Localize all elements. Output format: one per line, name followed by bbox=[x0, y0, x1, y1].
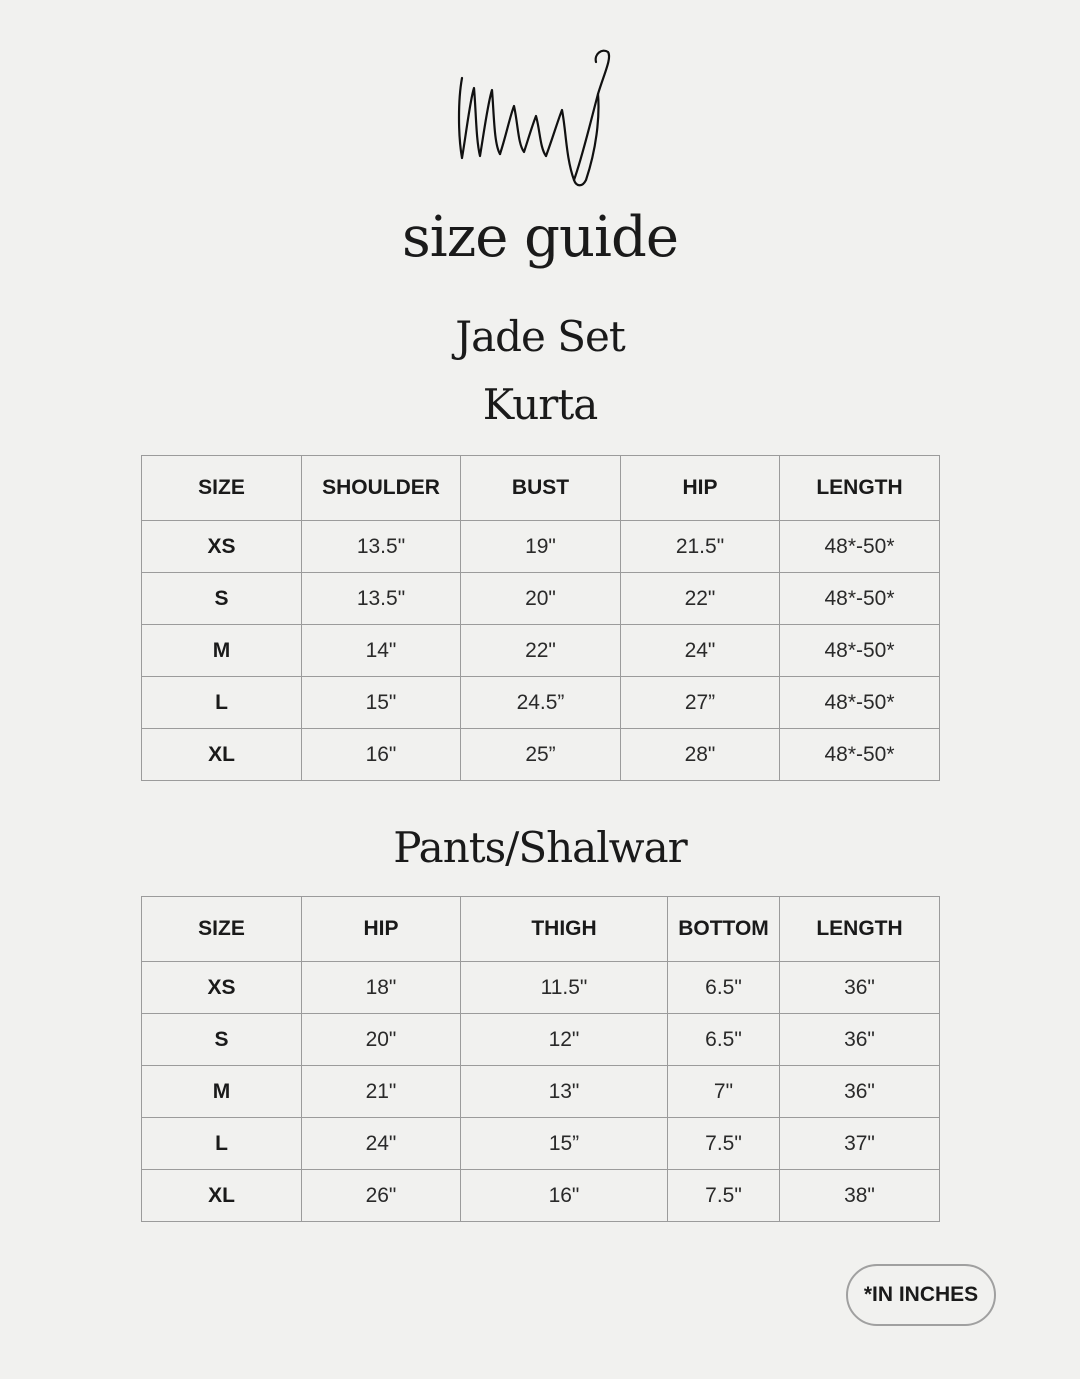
signature-logo-icon bbox=[440, 40, 640, 190]
column-header-thigh: THIGH bbox=[461, 897, 668, 962]
size-cell: M bbox=[142, 1066, 302, 1118]
table-cell: 13.5" bbox=[302, 573, 461, 625]
size-cell: XL bbox=[142, 729, 302, 781]
table-cell: 6.5" bbox=[668, 962, 780, 1014]
table-cell: 22" bbox=[621, 573, 780, 625]
set-title: Jade Set bbox=[455, 312, 625, 361]
table-cell: 15" bbox=[302, 677, 461, 729]
table-row bbox=[142, 729, 940, 781]
table-row bbox=[142, 573, 940, 625]
table-cell: 21" bbox=[302, 1066, 461, 1118]
size-cell: S bbox=[142, 1014, 302, 1066]
table-cell: 48*-50* bbox=[780, 573, 940, 625]
size-cell: S bbox=[142, 573, 302, 625]
size-cell: XL bbox=[142, 1170, 302, 1222]
table-cell: 36" bbox=[780, 1014, 940, 1066]
size-cell: L bbox=[142, 1118, 302, 1170]
pants-size-table bbox=[141, 896, 940, 1222]
table-header-row bbox=[142, 897, 940, 962]
table-cell: 18" bbox=[302, 962, 461, 1014]
table-cell: 24" bbox=[302, 1118, 461, 1170]
size-cell: XS bbox=[142, 521, 302, 573]
table-cell: 20" bbox=[302, 1014, 461, 1066]
table-row bbox=[142, 625, 940, 677]
column-header-bust: BUST bbox=[461, 456, 621, 521]
column-header-hip: HIP bbox=[302, 897, 461, 962]
table-cell: 19" bbox=[461, 521, 621, 573]
table-row bbox=[142, 1118, 940, 1170]
table-row bbox=[142, 677, 940, 729]
table-cell: 48*-50* bbox=[780, 521, 940, 573]
table-cell: 36" bbox=[780, 962, 940, 1014]
table-cell: 15” bbox=[461, 1118, 668, 1170]
table-cell: 48*-50* bbox=[780, 625, 940, 677]
table-row bbox=[142, 962, 940, 1014]
table-cell: 48*-50* bbox=[780, 677, 940, 729]
size-cell: XS bbox=[142, 962, 302, 1014]
page-title: size guide bbox=[402, 205, 678, 270]
table-cell: 12" bbox=[461, 1014, 668, 1066]
table-cell: 6.5" bbox=[668, 1014, 780, 1066]
table-cell: 27” bbox=[621, 677, 780, 729]
column-header-size: SIZE bbox=[142, 897, 302, 962]
table-row bbox=[142, 1170, 940, 1222]
table-cell: 24.5” bbox=[461, 677, 621, 729]
table-cell: 28" bbox=[621, 729, 780, 781]
table-cell: 37" bbox=[780, 1118, 940, 1170]
table-cell: 11.5" bbox=[461, 962, 668, 1014]
column-header-bottom: BOTTOM bbox=[668, 897, 780, 962]
table-cell: 21.5" bbox=[621, 521, 780, 573]
kurta-section-title: Kurta bbox=[482, 380, 598, 429]
kurta-size-table bbox=[141, 455, 940, 781]
units-note-badge: *IN INCHES bbox=[846, 1264, 996, 1326]
table-cell: 38" bbox=[780, 1170, 940, 1222]
column-header-size: SIZE bbox=[142, 456, 302, 521]
table-cell: 36" bbox=[780, 1066, 940, 1118]
table-cell: 25” bbox=[461, 729, 621, 781]
table-cell: 14" bbox=[302, 625, 461, 677]
table-header-row bbox=[142, 456, 940, 521]
table-cell: 16" bbox=[461, 1170, 668, 1222]
size-cell: L bbox=[142, 677, 302, 729]
table-cell: 16" bbox=[302, 729, 461, 781]
table-cell: 24" bbox=[621, 625, 780, 677]
table-row bbox=[142, 1066, 940, 1118]
column-header-hip: HIP bbox=[621, 456, 780, 521]
table-cell: 20" bbox=[461, 573, 621, 625]
table-cell: 7" bbox=[668, 1066, 780, 1118]
table-cell: 22" bbox=[461, 625, 621, 677]
table-cell: 26" bbox=[302, 1170, 461, 1222]
size-cell: M bbox=[142, 625, 302, 677]
table-cell: 7.5" bbox=[668, 1118, 780, 1170]
column-header-shoulder: SHOULDER bbox=[302, 456, 461, 521]
table-cell: 7.5" bbox=[668, 1170, 780, 1222]
table-row bbox=[142, 1014, 940, 1066]
column-header-length: LENGTH bbox=[780, 456, 940, 521]
table-cell: 13" bbox=[461, 1066, 668, 1118]
table-cell: 48*-50* bbox=[780, 729, 940, 781]
pants-section-title: Pants/Shalwar bbox=[393, 823, 687, 872]
table-cell: 13.5" bbox=[302, 521, 461, 573]
table-row bbox=[142, 521, 940, 573]
column-header-length: LENGTH bbox=[780, 897, 940, 962]
